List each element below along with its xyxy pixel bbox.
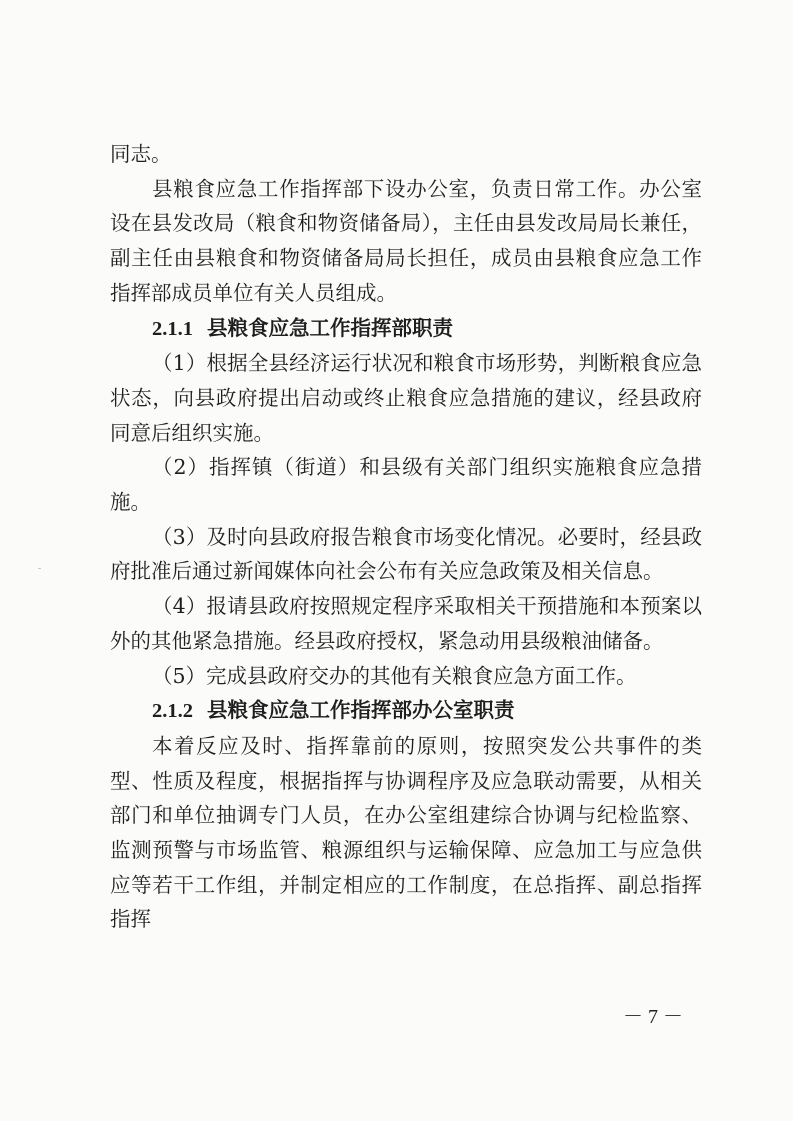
section-title: 县粮食应急工作指挥部办公室职责 [207, 698, 515, 723]
paragraph-office-duties: 本着反应及时、指挥靠前的原则，按照突发公共事件的类型、性质及程度，根据指挥与协调程序及应急联动需要，从相关部门和单位抽调专门人员，在办公室组建综合协调与纪检监察、监测预警与市场监管、粮源组织与运输保障、应急加工与应急供应等若干工作组，并制定相应的工作制度，在总指挥、副总指挥指挥 [110, 733, 702, 932]
duty-item-3: （3）及时向县政府报告粮食市场变化情况。必要时，经县政府批准后通过新闻媒体向社会公布有关应急政策及相关信息。 [110, 524, 702, 584]
section-number: 2.1.2 [152, 700, 193, 723]
page-number-text: － 7 － [623, 1006, 683, 1028]
duty-item-4: （4）报请县政府按照规定程序采取相关干预措施和本预案以外的其他紧急措施。经县政府授权，紧急动用县级粮油储备。 [110, 594, 702, 653]
section-number: 2.1.1 [152, 317, 193, 340]
duty-item-2: （2）指挥镇（街道）和县级有关部门组织实施粮食应急措施。 [110, 455, 702, 515]
section-heading-2-1-1 [110, 311, 702, 347]
paragraph-office-setup: 县粮食应急工作指挥部下设办公室，负责日常工作。办公室设在县发改局（粮食和物资储备局），主任由县发改局局长兼任，副主任由县粮食和物资储备局局长担任，成员由县粮食应急工作指挥部成员单位有关人员组成。 [110, 176, 702, 305]
scan-artifact [38, 568, 41, 569]
section-title: 县粮食应急工作指挥部职责 [207, 315, 453, 340]
document-body [110, 137, 702, 937]
duty-item-1: （1）根据全县经济运行状况和粮食市场形势，判断粮食应急状态，向县政府提出启动或终止粮食应急措施的建议，经县政府同意后组织实施。 [110, 351, 702, 445]
page-number [0, 1000, 793, 1029]
paragraph-continuation: 同志。 [110, 142, 172, 166]
section-heading-2-1-2 [110, 693, 702, 729]
duty-item-5: （5）完成县政府交办的其他有关粮食应急方面工作。 [152, 663, 637, 688]
